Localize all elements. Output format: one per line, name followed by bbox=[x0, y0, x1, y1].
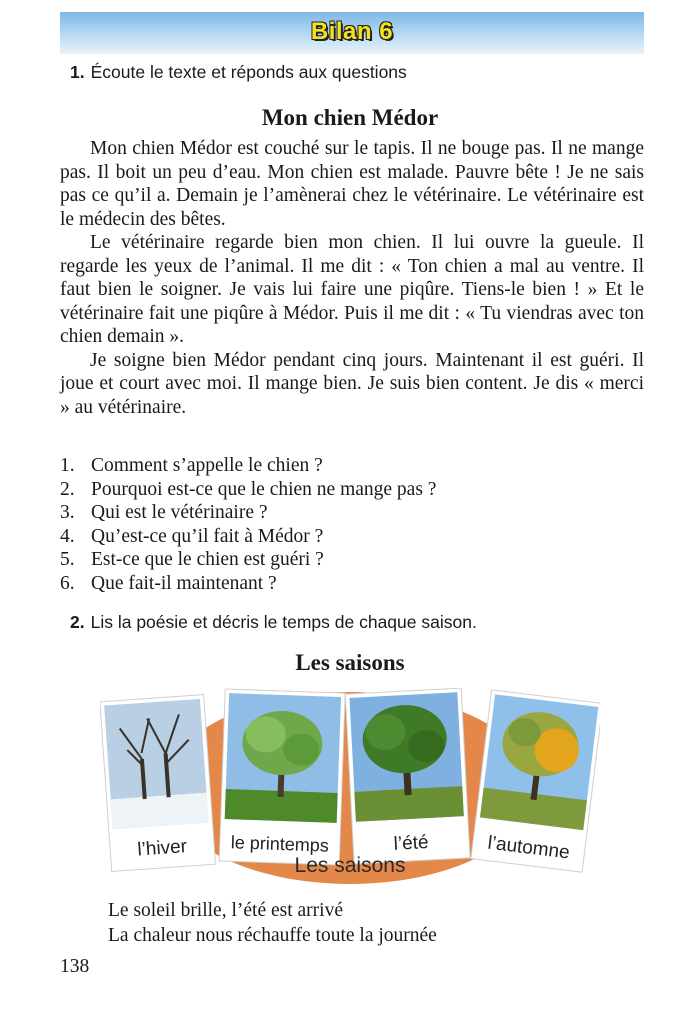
question-number: 5. bbox=[60, 549, 75, 570]
question-number: 2. bbox=[60, 478, 75, 500]
question-item bbox=[60, 548, 620, 572]
question-text: Est-ce que le chien est guéri ? bbox=[91, 549, 324, 570]
story-title: Mon chien Médor bbox=[261, 105, 439, 130]
question-text: Pourquoi est-ce que le chien ne mange pas ? bbox=[91, 478, 437, 500]
question-item bbox=[60, 501, 620, 525]
winter-card bbox=[100, 695, 215, 872]
spring-card bbox=[219, 689, 345, 865]
lesson-banner bbox=[60, 12, 644, 54]
question-text: Que fait-il maintenant ? bbox=[91, 572, 277, 594]
exercise-1-number: 1. bbox=[70, 62, 85, 82]
question-item bbox=[60, 478, 620, 502]
exercise-1-instruction-text: Écoute le texte et réponds aux questions bbox=[90, 62, 407, 82]
question-number: 1. bbox=[60, 455, 75, 476]
question-text: Comment s’appelle le chien ? bbox=[91, 455, 323, 476]
lesson-title: Bilan 6 bbox=[310, 18, 394, 45]
summer-card bbox=[345, 688, 470, 864]
exercise-2-instruction-text: Lis la poésie et décris le temps de chaque saison. bbox=[90, 612, 477, 632]
question-list bbox=[60, 454, 620, 595]
poem-title: Les saisons bbox=[295, 650, 405, 675]
exercise-1-instruction bbox=[70, 62, 407, 83]
exercise-2-instruction bbox=[70, 612, 477, 633]
story-paragraph: Mon chien Médor est couché sur le tapis. Il ne bouge pas. Il ne mange pas. Il boit un peu d’eau. Mon chien est malade. Pauvre bête ! Je ne sais pas ce qu’il a. Demain je l’amènerai chez le vétérinaire. Le vétérinaire est le médecin des bêtes. bbox=[60, 138, 644, 230]
question-text: Qu’est-ce qu’il fait à Médor ? bbox=[91, 525, 324, 547]
story-text bbox=[60, 137, 644, 419]
seasons-illustration bbox=[100, 688, 600, 888]
question-item bbox=[60, 454, 620, 478]
figure-center-label: Les saisons bbox=[294, 854, 406, 877]
card-label: l’été bbox=[393, 832, 430, 855]
exercise-2-number: 2. bbox=[70, 612, 85, 632]
story-paragraph: Le vétérinaire regarde bien mon chien. Il lui ouvre la gueule. Il regarde les yeux de l’animal. Il me dit : « Ton chien a mal au ventre. Il faut bien le soigner. Je vais lui faire une piqûre. Tiens-le bien ! » Et le vétérinaire fait une piqûre à Médor. Puis il me dit : « Tu viendras avec ton chien demain ». bbox=[60, 232, 644, 347]
question-number: 6. bbox=[60, 572, 75, 594]
poem-line: Le soleil brille, l’été est arrivé bbox=[108, 900, 343, 921]
card-label: l’automne bbox=[486, 832, 571, 864]
page-number: 138 bbox=[60, 956, 90, 977]
poem-line: La chaleur nous réchauffe toute la journée bbox=[108, 925, 437, 946]
question-item bbox=[60, 525, 620, 549]
poem bbox=[108, 898, 437, 948]
question-number: 4. bbox=[60, 525, 75, 547]
question-item bbox=[60, 572, 620, 596]
question-number: 3. bbox=[60, 502, 75, 523]
story-paragraph: Je soigne bien Médor pendant cinq jours. Maintenant il est guéri. Il joue et court avec moi. Il mange bien. Je suis bien content. Je dis « merci » au vétérinaire. bbox=[60, 349, 644, 418]
autumn-card bbox=[471, 690, 600, 872]
card-label: l’hiver bbox=[136, 836, 188, 861]
card-label: le printemps bbox=[230, 832, 330, 856]
question-text: Qui est le vétérinaire ? bbox=[91, 502, 268, 523]
